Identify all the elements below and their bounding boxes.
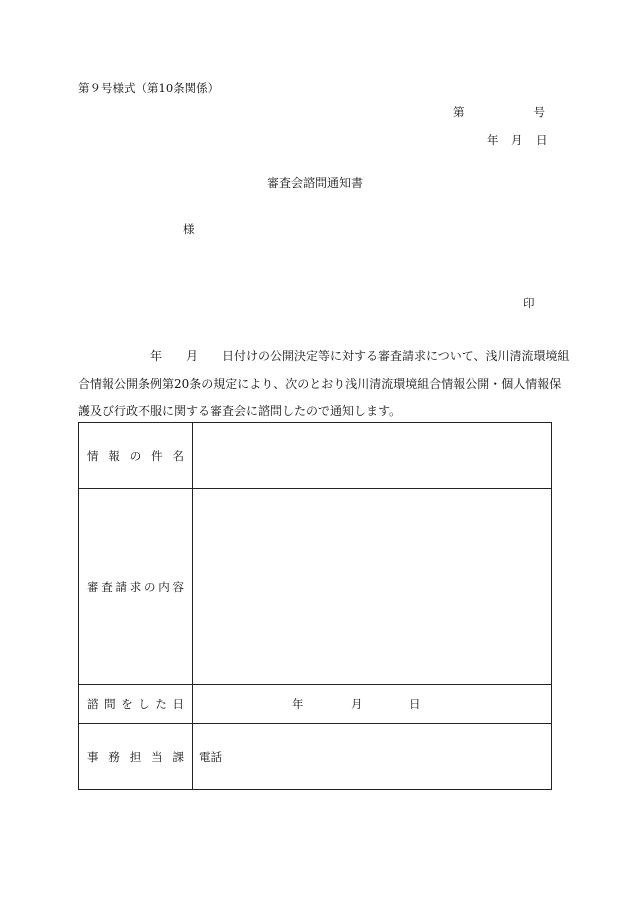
number-suffix: 号 (533, 105, 545, 119)
addressee-honorific: 様 (183, 222, 195, 236)
content-label: 審査請求の内容 (87, 579, 184, 594)
table-row-department (79, 724, 551, 789)
subject-label: 情報の件名 (87, 448, 184, 463)
inquiry-day: 日 (409, 697, 421, 711)
body-text-line-3: 護及び行政不服に関する審査会に諮問したので通知します。 (78, 404, 402, 418)
inquiry-date-value-cell[interactable] (193, 685, 551, 723)
dept-label-cell (79, 724, 193, 789)
content-value-cell[interactable] (193, 489, 551, 684)
body-text-line-2: 合情報公開条例第20条の規定により、次のとおり浅川清流環境組合情報公開・個人情報保 (78, 377, 562, 391)
dept-value-cell[interactable] (193, 724, 551, 789)
inquiry-year: 年 (292, 697, 304, 711)
notification-form-table (78, 422, 552, 790)
inquiry-date-label-cell (79, 685, 193, 723)
seal-mark: 印 (523, 296, 535, 310)
table-row-subject (79, 423, 551, 489)
inquiry-month: 月 (351, 697, 363, 711)
subject-value-cell[interactable] (193, 423, 551, 488)
content-label-cell (79, 489, 193, 684)
date-year: 年 (487, 133, 499, 147)
date-month: 月 (511, 133, 523, 147)
table-row-inquiry-date (79, 685, 551, 724)
date-day: 日 (536, 133, 548, 147)
phone-label: 電話 (199, 749, 222, 764)
inquiry-date-label: 諮問をした日 (87, 697, 184, 711)
form-number-label: 第９号様式（第10条関係） (78, 81, 220, 95)
document-title: 審査会諮問通知書 (266, 176, 363, 190)
table-row-content (79, 489, 551, 685)
dept-label: 事務担当課 (87, 749, 184, 764)
subject-label-cell (79, 423, 193, 488)
body-text-line-1: 年 月 日付けの公開決定等に対する審査請求について、浅川清流環境組 (78, 349, 570, 363)
number-prefix: 第 (453, 105, 465, 119)
